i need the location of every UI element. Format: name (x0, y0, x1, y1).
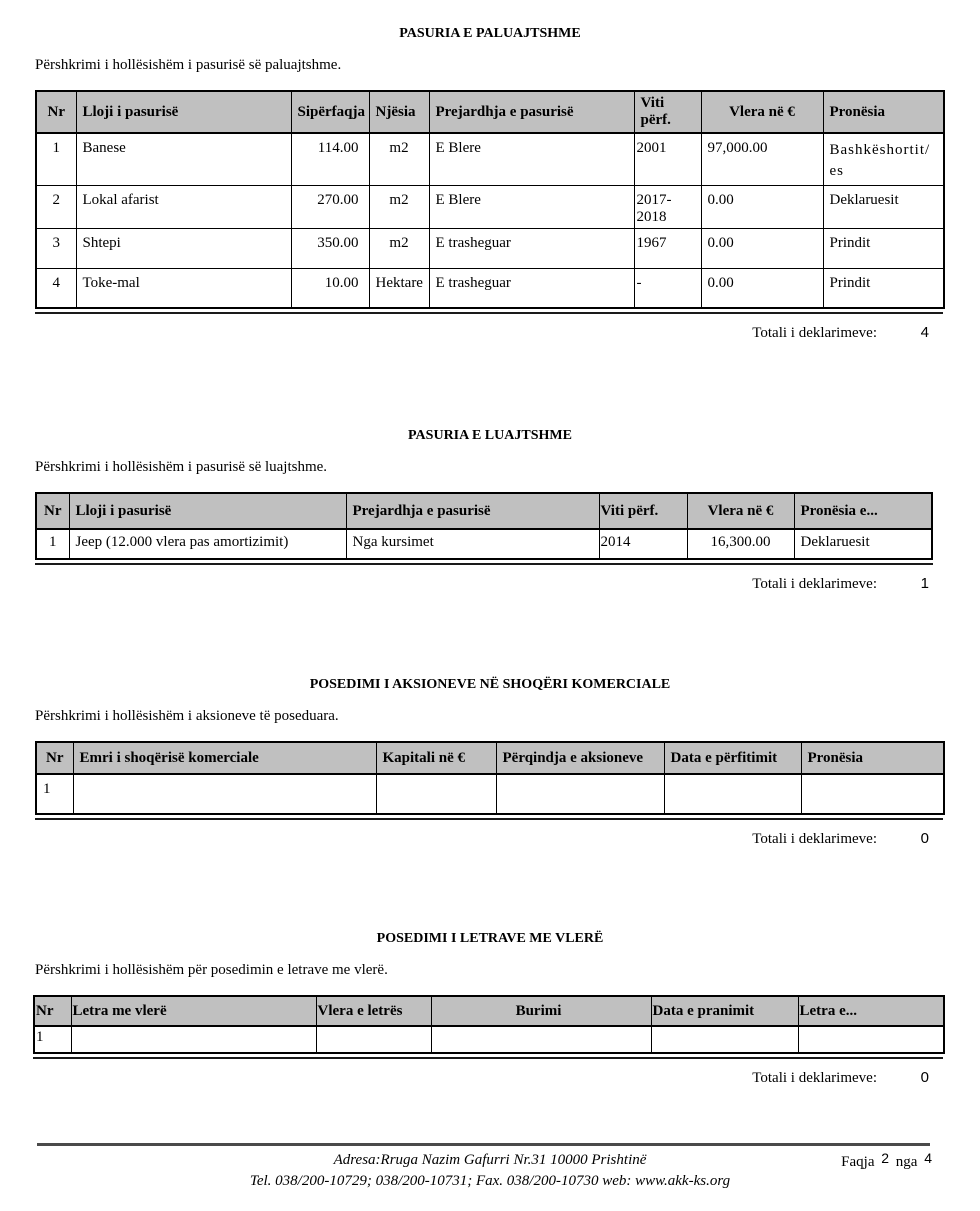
total-count: 4 (920, 324, 929, 341)
section-description: Përshkrimi i hollësishëm për posedimin e letrave me vlerë. (35, 962, 388, 978)
column-header: Përqindja e aksioneve (496, 742, 664, 774)
table-cell: 2014 (599, 529, 687, 559)
column-header: Prejardhja e pasurisë (429, 91, 634, 133)
table-row (34, 1026, 944, 1053)
table-cell: 1 (36, 133, 76, 185)
column-header: Sipërfaqja (291, 91, 369, 133)
table-cell: E Blere (429, 133, 634, 185)
total-label: Totali i deklarimeve: (752, 1070, 877, 1086)
table-cell: 10.00 (291, 268, 369, 308)
column-header: Nr (36, 91, 76, 133)
header-row (34, 996, 944, 1026)
declarations-total (35, 830, 943, 848)
section-title: PASURIA E LUAJTSHME (408, 428, 572, 443)
table-cell: E trasheguar (429, 268, 634, 308)
table-cell: 1 (34, 1026, 71, 1053)
column-header: Nr (36, 742, 73, 774)
column-header: Letra e... (798, 996, 944, 1026)
total-label: Totali i deklarimeve: (752, 831, 877, 847)
column-header: Vlera në € (687, 493, 794, 529)
total-label: Totali i deklarimeve: (752, 325, 877, 341)
table-cell: 1 (36, 529, 69, 559)
table-bottom-rule (33, 1057, 943, 1059)
footer-contact: Tel. 038/200-10729; 038/200-10731; Fax. 038/200-10730 web: www.akk-ks.org (249, 1173, 731, 1189)
table-cell: Prindit (823, 228, 944, 268)
table-cell: E trasheguar (429, 228, 634, 268)
table-cell: 4 (36, 268, 76, 308)
column-header: Viti përf. (599, 493, 687, 529)
table-cell (316, 1026, 431, 1053)
section-title: PASURIA E PALUAJTSHME (399, 26, 581, 41)
column-header: Nr (34, 996, 71, 1026)
movable-property-table (35, 492, 933, 560)
declarations-total (35, 575, 943, 593)
total-count: 0 (920, 830, 929, 847)
column-header: Data e përfitimit (664, 742, 801, 774)
header-row (36, 91, 944, 133)
table-cell: 114.00 (291, 133, 369, 185)
page-count: 4 (924, 1150, 932, 1166)
table-cell (431, 1026, 651, 1053)
section-title: POSEDIMI I AKSIONEVE NË SHOQËRI KOMERCIALE (309, 677, 671, 692)
table-cell (664, 774, 801, 814)
column-header: Emri i shoqërisë komerciale (73, 742, 376, 774)
section-securities (35, 931, 945, 1087)
table-cell: 0.00 (701, 228, 823, 268)
page-indicator (841, 1150, 935, 1171)
table-row (36, 133, 944, 185)
table-cell: Bashkëshortit/es (823, 133, 944, 185)
table-cell: Deklaruesit (794, 529, 932, 559)
table-cell: 1967 (634, 228, 701, 268)
footer-address: Adresa:Rruga Nazim Gafurri Nr.31 10000 Prishtinë (333, 1152, 647, 1168)
commercial-shares-table (35, 741, 945, 815)
table-cell (798, 1026, 944, 1053)
column-header: Vlera e letrës (316, 996, 431, 1026)
table-cell: 270.00 (291, 185, 369, 228)
table-cell: 2001 (634, 133, 701, 185)
column-header: Lloji i pasurisë (69, 493, 346, 529)
table-cell (651, 1026, 798, 1053)
section-description: Përshkrimi i hollësishëm i aksioneve të poseduara. (35, 708, 339, 724)
table-cell (496, 774, 664, 814)
table-cell: 0.00 (701, 185, 823, 228)
section-description: Përshkrimi i hollësishëm i pasurisë së paluajtshme. (35, 57, 342, 73)
securities-table (33, 995, 945, 1054)
table-cell: m2 (369, 185, 429, 228)
table-cell: 350.00 (291, 228, 369, 268)
table-cell: Jeep (12.000 vlera pas amortizimit) (69, 529, 346, 559)
table-row (36, 228, 944, 268)
table-bottom-rule (35, 312, 943, 314)
column-header: Burimi (431, 996, 651, 1026)
table-cell: Nga kursimet (346, 529, 599, 559)
footer-text (110, 1150, 870, 1192)
table-cell: 1 (36, 774, 73, 814)
page-connector: nga (895, 1154, 918, 1170)
column-header: Lloji i pasurisë (76, 91, 291, 133)
column-header: Pronësia (823, 91, 944, 133)
table-cell: Lokal afarist (76, 185, 291, 228)
table-cell (71, 1026, 316, 1053)
table-cell: 2 (36, 185, 76, 228)
table-cell: 16,300.00 (687, 529, 794, 559)
column-header: Njësia (369, 91, 429, 133)
table-row (36, 774, 944, 814)
table-bottom-rule (35, 818, 943, 820)
table-cell: E Blere (429, 185, 634, 228)
table-row (36, 268, 944, 308)
table-bottom-rule (35, 563, 933, 565)
total-count: 0 (920, 1069, 929, 1086)
page-label: Faqja (841, 1154, 875, 1170)
declarations-total (35, 1069, 943, 1087)
table-cell (376, 774, 496, 814)
table-row (36, 185, 944, 228)
table-cell (801, 774, 944, 814)
total-count: 1 (920, 575, 929, 592)
table-cell: Toke-mal (76, 268, 291, 308)
column-header: Letra me vlerë (71, 996, 316, 1026)
footer-rule (37, 1143, 930, 1146)
table-cell: m2 (369, 228, 429, 268)
table-cell (73, 774, 376, 814)
table-cell: Banese (76, 133, 291, 185)
declarations-total (35, 324, 943, 342)
table-row (36, 529, 932, 559)
column-header: Vlera në € (701, 91, 823, 133)
column-header: Kapitali në € (376, 742, 496, 774)
section-movable-property (35, 428, 945, 593)
table-cell: Prindit (823, 268, 944, 308)
section-commercial-shares (35, 677, 945, 848)
table-cell: 0.00 (701, 268, 823, 308)
column-header: Data e pranimit (651, 996, 798, 1026)
section-description: Përshkrimi i hollësishëm i pasurisë së luajtshme. (35, 459, 328, 475)
table-cell: m2 (369, 133, 429, 185)
table-cell: Deklaruesit (823, 185, 944, 228)
column-header: Prejardhja e pasurisë (346, 493, 599, 529)
page-number: 2 (881, 1150, 890, 1166)
table-cell: 3 (36, 228, 76, 268)
header-row (36, 493, 932, 529)
section-immovable-property (35, 26, 945, 342)
column-header: Pronësia e... (794, 493, 932, 529)
table-cell: 2017-2018 (634, 185, 701, 228)
page-footer (35, 1143, 945, 1192)
column-header: Nr (36, 493, 69, 529)
column-header: Viti përf. (634, 91, 701, 133)
header-row (36, 742, 944, 774)
table-cell: Shtepi (76, 228, 291, 268)
total-label: Totali i deklarimeve: (752, 576, 877, 592)
section-title: POSEDIMI I LETRAVE ME VLERË (376, 931, 604, 946)
table-cell: 97,000.00 (701, 133, 823, 185)
immovable-property-table (35, 90, 945, 309)
table-cell: Hektare (369, 268, 429, 308)
column-header: Pronësia (801, 742, 944, 774)
table-cell: - (634, 268, 701, 308)
